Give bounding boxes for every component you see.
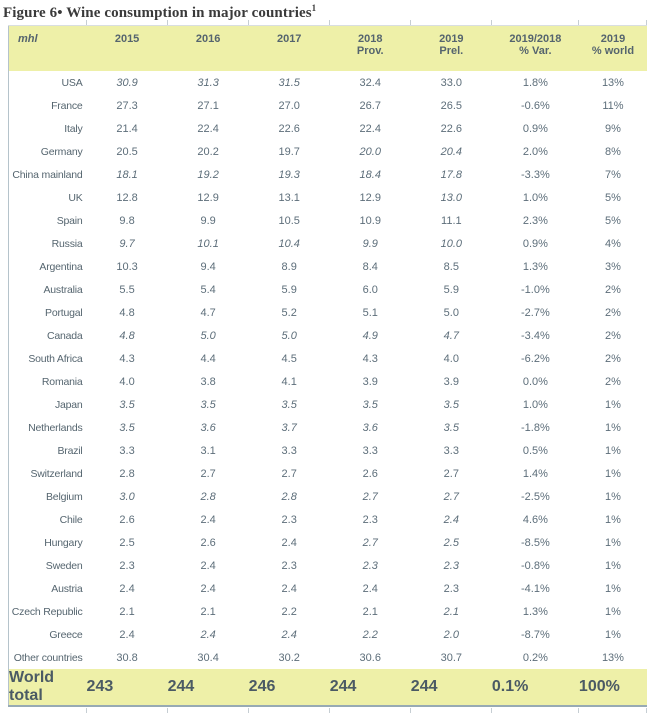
table-row xyxy=(9,71,648,94)
table-row xyxy=(9,485,648,508)
value-cell: 19.7 xyxy=(278,145,300,158)
value-cell: 27.1 xyxy=(197,99,219,112)
value-cell: 20.4 xyxy=(440,145,463,158)
value-cell: 3.3 xyxy=(443,444,459,457)
figure-title-text: Figure 6• Wine consumption in major countries xyxy=(3,5,312,21)
world-share-cell: 1% xyxy=(605,490,621,503)
col-header-line: Prov. xyxy=(356,45,384,57)
world-share-cell: 2% xyxy=(605,329,621,342)
table-row xyxy=(9,370,648,393)
value-cell: 13.0 xyxy=(440,191,463,204)
header-row xyxy=(9,26,648,72)
var-cell: -8.7% xyxy=(521,628,550,641)
table-row xyxy=(9,232,648,255)
value-cell: 10.5 xyxy=(278,214,300,227)
value-cell: 3.5 xyxy=(119,398,135,411)
value-cell: 4.4 xyxy=(200,352,216,365)
table-row xyxy=(9,301,648,324)
value-cell: 9.8 xyxy=(119,214,135,227)
country-cell: Italy xyxy=(64,122,83,135)
table-row xyxy=(9,623,648,646)
world-total-row xyxy=(9,669,648,706)
value-cell: 3.1 xyxy=(200,444,216,457)
value-cell: 11.1 xyxy=(441,214,462,227)
var-cell: 0.0% xyxy=(522,375,548,388)
value-cell: 2.4 xyxy=(200,628,216,641)
table-row xyxy=(9,140,648,163)
table-row xyxy=(9,600,648,623)
total-value-2016: 244 xyxy=(168,669,249,706)
var-cell: -4.1% xyxy=(521,582,550,595)
col-header-line: 2016 xyxy=(195,33,221,45)
value-cell: 4.3 xyxy=(119,352,135,365)
value-cell: 2.7 xyxy=(362,536,378,549)
value-cell: 18.4 xyxy=(359,168,381,181)
table-row xyxy=(9,554,648,577)
value-cell: 4.7 xyxy=(200,306,216,319)
figure-footnote-marker: 1 xyxy=(311,3,317,13)
value-cell: 20.2 xyxy=(197,145,219,158)
table-row xyxy=(9,393,648,416)
var-cell: -6.2% xyxy=(521,352,550,365)
value-cell: 2.7 xyxy=(200,467,216,480)
value-cell: 2.1 xyxy=(443,605,459,618)
value-cell: 5.9 xyxy=(281,283,297,296)
country-cell: Russia xyxy=(51,237,83,250)
value-cell: 10.4 xyxy=(278,237,300,250)
figure-title xyxy=(2,1,646,25)
col-header-2016 xyxy=(168,26,249,72)
value-cell: 2.4 xyxy=(362,582,378,595)
value-cell: 31.3 xyxy=(197,76,219,89)
world-share-cell: 1% xyxy=(605,444,621,457)
table-row xyxy=(9,278,648,301)
var-cell: 0.9% xyxy=(522,122,548,135)
value-cell: 4.1 xyxy=(281,375,297,388)
value-cell: 2.3 xyxy=(119,559,135,572)
value-cell: 2.3 xyxy=(443,582,459,595)
value-cell: 2.3 xyxy=(281,513,297,526)
country-cell: Greece xyxy=(49,628,83,641)
value-cell: 9.4 xyxy=(200,260,216,273)
value-cell: 2.4 xyxy=(443,513,459,526)
table-row xyxy=(9,646,648,669)
value-cell: 3.9 xyxy=(443,375,459,388)
country-cell: Romania xyxy=(41,375,83,388)
value-cell: 3.8 xyxy=(200,375,216,388)
total-value-2019: 244 xyxy=(411,669,492,706)
country-cell: Germany xyxy=(40,145,83,158)
col-header-line: % world xyxy=(591,45,635,57)
var-cell: 0.9% xyxy=(522,237,548,250)
col-header-2019-prel xyxy=(411,26,492,72)
col-header-2015 xyxy=(87,26,168,72)
value-cell: 2.6 xyxy=(200,536,216,549)
col-header-line: 2019 xyxy=(439,33,464,45)
world-share-cell: 1% xyxy=(605,582,621,595)
world-share-cell: 1% xyxy=(605,536,621,549)
col-header-line: 2019/2018 xyxy=(509,33,562,45)
value-cell: 2.2 xyxy=(281,605,297,618)
value-cell: 30.4 xyxy=(197,651,219,664)
value-cell: 22.4 xyxy=(197,122,219,135)
world-share-cell: 1% xyxy=(605,421,621,434)
col-header-world-share xyxy=(579,26,647,72)
value-cell: 2.4 xyxy=(119,582,135,595)
value-cell: 2.1 xyxy=(362,605,378,618)
value-cell: 2.3 xyxy=(362,513,378,526)
country-cell: Brazil xyxy=(57,444,83,457)
world-share-cell: 5% xyxy=(605,214,621,227)
world-share-cell: 5% xyxy=(605,191,621,204)
wine-consumption-table xyxy=(8,25,647,707)
table-row xyxy=(9,186,648,209)
var-cell: 1.3% xyxy=(522,605,548,618)
value-cell: 9.9 xyxy=(362,237,378,250)
world-share-cell: 7% xyxy=(605,168,621,181)
value-cell: 32.4 xyxy=(359,76,381,89)
value-cell: 27.0 xyxy=(278,99,300,112)
col-header-line: 2018 xyxy=(358,33,383,45)
country-cell: Chile xyxy=(59,513,83,526)
value-cell: 3.5 xyxy=(443,421,459,434)
var-cell: -3.4% xyxy=(521,329,550,342)
value-cell: 2.1 xyxy=(119,605,135,618)
country-cell: USA xyxy=(61,76,83,89)
value-cell: 3.5 xyxy=(362,398,378,411)
value-cell: 5.2 xyxy=(281,306,297,319)
country-cell: Austria xyxy=(51,582,83,595)
value-cell: 3.6 xyxy=(200,421,216,434)
world-share-cell: 11% xyxy=(602,99,624,112)
wine-consumption-table-wrap xyxy=(8,25,647,707)
col-header-line: 2015 xyxy=(114,33,140,45)
total-value-2017: 246 xyxy=(249,669,330,706)
value-cell: 2.4 xyxy=(119,628,135,641)
table-header xyxy=(9,26,648,72)
value-cell: 10.3 xyxy=(116,260,138,273)
value-cell: 5.1 xyxy=(362,306,378,319)
value-cell: 3.3 xyxy=(362,444,378,457)
col-header-2017 xyxy=(249,26,330,72)
value-cell: 3.3 xyxy=(119,444,135,457)
var-cell: -1.8% xyxy=(521,421,550,434)
value-cell: 22.6 xyxy=(278,122,300,135)
var-cell: 0.2% xyxy=(522,651,548,664)
value-cell: 33.0 xyxy=(440,76,463,89)
value-cell: 10.0 xyxy=(440,237,463,250)
value-cell: 2.4 xyxy=(281,628,297,641)
value-cell: 30.9 xyxy=(116,76,138,89)
value-cell: 3.0 xyxy=(119,490,135,503)
value-cell: 19.3 xyxy=(278,168,300,181)
world-share-cell: 8% xyxy=(605,145,621,158)
value-cell: 12.8 xyxy=(116,191,138,204)
value-cell: 5.9 xyxy=(443,283,459,296)
country-cell: Japan xyxy=(54,398,83,411)
country-cell: UK xyxy=(68,191,83,204)
value-cell: 9.9 xyxy=(200,214,216,227)
value-cell: 12.9 xyxy=(359,191,381,204)
var-cell: 0.5% xyxy=(522,444,548,457)
value-cell: 4.0 xyxy=(443,352,459,365)
table-row xyxy=(9,462,648,485)
country-cell: Sweden xyxy=(45,559,83,572)
var-cell: 4.6% xyxy=(522,513,548,526)
world-share-cell: 2% xyxy=(605,306,621,319)
value-cell: 13.1 xyxy=(278,191,300,204)
value-cell: 30.7 xyxy=(440,651,463,664)
value-cell: 8.9 xyxy=(281,260,297,273)
world-share-cell: 9% xyxy=(605,122,621,135)
col-header-line: % Var. xyxy=(519,45,552,57)
value-cell: 2.4 xyxy=(200,559,216,572)
value-cell: 22.4 xyxy=(359,122,381,135)
var-cell: 1.3% xyxy=(522,260,548,273)
table-row xyxy=(9,117,648,140)
table-row xyxy=(9,531,648,554)
var-cell: 1.8% xyxy=(522,76,548,89)
country-cell: China mainland xyxy=(12,168,83,181)
col-header-line: 2017 xyxy=(276,33,302,45)
var-cell: 2.3% xyxy=(522,214,548,227)
world-share-cell: 2% xyxy=(605,283,621,296)
value-cell: 2.3 xyxy=(281,559,297,572)
value-cell: 2.5 xyxy=(443,536,459,549)
value-cell: 2.0 xyxy=(443,628,459,641)
value-cell: 2.7 xyxy=(443,467,459,480)
value-cell: 3.5 xyxy=(443,398,459,411)
world-share-cell: 1% xyxy=(605,559,621,572)
var-cell: -0.8% xyxy=(521,559,550,572)
value-cell: 3.6 xyxy=(362,421,378,434)
value-cell: 17.8 xyxy=(440,168,463,181)
value-cell: 2.7 xyxy=(281,467,297,480)
value-cell: 10.9 xyxy=(359,214,381,227)
table-row xyxy=(9,255,648,278)
value-cell: 2.6 xyxy=(119,513,135,526)
value-cell: 26.7 xyxy=(359,99,381,112)
world-share-cell: 2% xyxy=(605,375,621,388)
value-cell: 2.3 xyxy=(443,559,459,572)
world-share-cell: 13% xyxy=(601,76,624,89)
value-cell: 20.0 xyxy=(359,145,381,158)
value-cell: 5.5 xyxy=(119,283,135,296)
value-cell: 3.5 xyxy=(281,398,297,411)
value-cell: 2.4 xyxy=(281,582,297,595)
total-label: World total xyxy=(9,669,87,706)
value-cell: 2.8 xyxy=(119,467,135,480)
country-cell: Argentina xyxy=(39,260,83,273)
value-cell: 9.7 xyxy=(119,237,135,250)
country-cell: Switzerland xyxy=(30,467,83,480)
value-cell: 12.9 xyxy=(197,191,219,204)
col-header-line: Prel. xyxy=(439,45,464,57)
value-cell: 2.3 xyxy=(362,559,378,572)
value-cell: 5.0 xyxy=(281,329,297,342)
col-header-line: 2019 xyxy=(600,33,626,45)
value-cell: 4.5 xyxy=(281,352,297,365)
value-cell: 8.5 xyxy=(443,260,459,273)
value-cell: 21.4 xyxy=(116,122,138,135)
value-cell: 3.5 xyxy=(119,421,135,434)
var-cell: 1.0% xyxy=(522,398,548,411)
value-cell: 30.8 xyxy=(116,651,138,664)
value-cell: 4.8 xyxy=(119,306,135,319)
value-cell: 2.8 xyxy=(200,490,216,503)
value-cell: 30.2 xyxy=(278,651,300,664)
table-body xyxy=(9,71,648,669)
country-cell: Australia xyxy=(43,283,83,296)
var-cell: -0.6% xyxy=(521,99,550,112)
value-cell: 19.2 xyxy=(197,168,219,181)
value-cell: 26.5 xyxy=(440,99,463,112)
value-cell: 2.7 xyxy=(362,490,378,503)
country-cell: Czech Republic xyxy=(11,605,83,618)
value-cell: 10.1 xyxy=(197,237,219,250)
value-cell: 4.3 xyxy=(362,352,378,365)
table-footer xyxy=(9,669,648,706)
country-cell: Portugal xyxy=(45,306,83,319)
col-header-2018-prov xyxy=(330,26,411,72)
world-share-cell: 2% xyxy=(605,352,621,365)
value-cell: 4.0 xyxy=(119,375,135,388)
country-cell: Other countries xyxy=(13,651,83,664)
table-row xyxy=(9,163,648,186)
country-cell: Netherlands xyxy=(28,421,83,434)
table-row xyxy=(9,416,648,439)
table-row xyxy=(9,209,648,232)
value-cell: 2.8 xyxy=(281,490,297,503)
value-cell: 6.0 xyxy=(362,283,378,296)
var-cell: 2.0% xyxy=(522,145,548,158)
var-cell: -3.3% xyxy=(521,168,550,181)
value-cell: 2.4 xyxy=(200,582,216,595)
table-row xyxy=(9,577,648,600)
world-share-cell: 1% xyxy=(605,398,621,411)
var-cell: -2.5% xyxy=(521,490,550,503)
table-row xyxy=(9,347,648,370)
value-cell: 3.7 xyxy=(281,421,297,434)
country-cell: Belgium xyxy=(46,490,83,503)
country-cell: Canada xyxy=(46,329,83,342)
var-cell: -2.7% xyxy=(521,306,550,319)
var-cell: -8.5% xyxy=(521,536,550,549)
value-cell: 31.5 xyxy=(278,76,300,89)
var-cell: -1.0% xyxy=(521,283,550,296)
table-row xyxy=(9,94,648,117)
value-cell: 20.5 xyxy=(116,145,138,158)
country-cell: Hungary xyxy=(44,536,83,549)
value-cell: 2.4 xyxy=(281,536,297,549)
var-cell: 1.4% xyxy=(522,467,548,480)
world-share-cell: 13% xyxy=(601,651,624,664)
value-cell: 18.1 xyxy=(116,168,138,181)
total-value-2015: 243 xyxy=(87,669,168,706)
world-share-cell: 3% xyxy=(605,260,621,273)
value-cell: 27.3 xyxy=(116,99,138,112)
total-value-2018: 244 xyxy=(330,669,411,706)
value-cell: 2.7 xyxy=(443,490,459,503)
total-world-share: 100% xyxy=(579,669,647,706)
value-cell: 3.9 xyxy=(362,375,378,388)
world-share-cell: 1% xyxy=(605,605,621,618)
world-share-cell: 1% xyxy=(605,513,621,526)
value-cell: 5.0 xyxy=(200,329,216,342)
country-cell: Spain xyxy=(56,214,83,227)
unit-label: mhl xyxy=(9,26,87,72)
country-cell: South Africa xyxy=(28,352,83,365)
value-cell: 4.7 xyxy=(443,329,459,342)
value-cell: 2.1 xyxy=(200,605,216,618)
table-row xyxy=(9,508,648,531)
country-cell: France xyxy=(51,99,83,112)
value-cell: 5.4 xyxy=(200,283,216,296)
col-header-var xyxy=(492,26,579,72)
world-share-cell: 1% xyxy=(605,467,621,480)
value-cell: 22.6 xyxy=(440,122,463,135)
value-cell: 2.6 xyxy=(362,467,378,480)
value-cell: 8.4 xyxy=(362,260,378,273)
table-row xyxy=(9,439,648,462)
value-cell: 2.4 xyxy=(200,513,216,526)
world-share-cell: 1% xyxy=(605,628,621,641)
total-var: 0.1% xyxy=(492,669,579,706)
var-cell: 1.0% xyxy=(522,191,548,204)
value-cell: 3.5 xyxy=(200,398,216,411)
value-cell: 2.5 xyxy=(119,536,135,549)
table-row xyxy=(9,324,648,347)
value-cell: 30.6 xyxy=(359,651,381,664)
value-cell: 4.9 xyxy=(362,329,378,342)
world-share-cell: 4% xyxy=(605,237,621,250)
value-cell: 3.3 xyxy=(281,444,297,457)
value-cell: 5.0 xyxy=(443,306,459,319)
value-cell: 4.8 xyxy=(119,329,135,342)
value-cell: 2.2 xyxy=(362,628,378,641)
